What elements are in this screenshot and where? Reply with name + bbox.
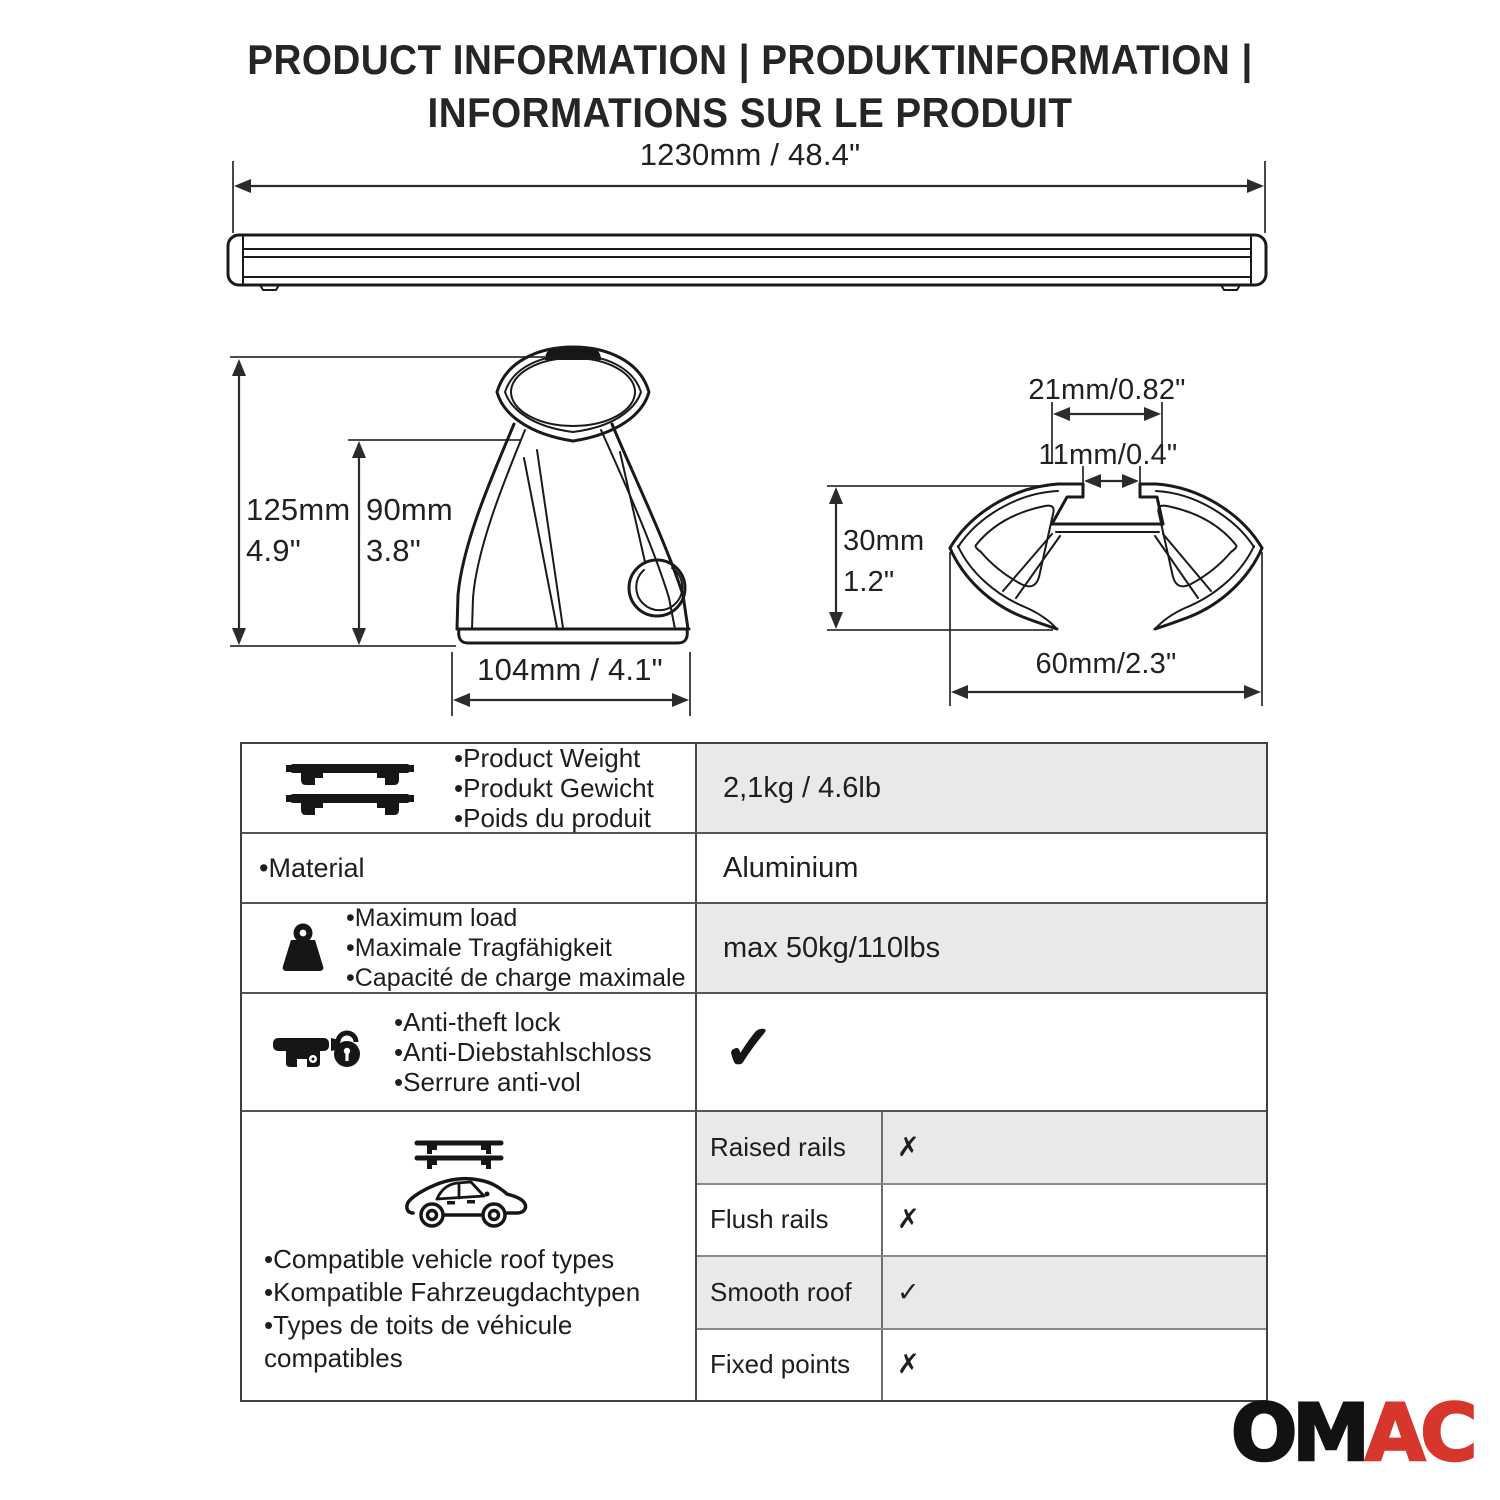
product-weight-label-cell — [242, 744, 697, 832]
foot-clamp-height-label — [366, 489, 453, 571]
subrow-smooth-roof — [697, 1255, 1266, 1328]
anti-theft-label-cell — [242, 994, 697, 1110]
roof-types-labels — [242, 1243, 640, 1375]
anti-theft-labels — [394, 1007, 652, 1097]
foot-height-label — [246, 489, 350, 571]
flush-rails-value: ✗ — [897, 1204, 920, 1236]
omac-logo — [1231, 1389, 1473, 1479]
subrow-fixed-points — [697, 1328, 1266, 1401]
max-load-value: max 50kg/110lbs — [723, 931, 941, 964]
anti-theft-value-cell — [697, 994, 1266, 1110]
raised-rails-label: Raised rails — [697, 1112, 883, 1183]
crossbar-drawing — [228, 161, 1266, 290]
material-label: •Material — [259, 852, 365, 883]
profile-slot-width-label: 11mm/0.4" — [1038, 439, 1178, 471]
max-load-value-cell — [697, 904, 1266, 992]
roof-types-value-cell — [697, 1112, 1266, 1400]
label-line: •Serrure anti-vol — [394, 1067, 581, 1097]
car-icon — [401, 1137, 536, 1231]
product-weight-value: 2,1kg / 4.6lb — [723, 771, 881, 804]
logo-text-ac: AC — [1364, 1389, 1473, 1479]
profile-base-width-label: 60mm/2.3" — [1035, 648, 1177, 680]
crossbars-icon — [284, 761, 416, 815]
subrow-flush-rails — [697, 1183, 1266, 1256]
roof-types-subtable — [697, 1112, 1266, 1400]
profile-top-width-label: 21mm/0.82" — [1028, 374, 1186, 406]
weight-icon — [276, 922, 330, 974]
subrow-raised-rails — [697, 1112, 1266, 1183]
profile-height-label — [843, 521, 924, 603]
foot-height-mm: 125mm — [246, 492, 351, 527]
fixed-points-value: ✗ — [897, 1349, 920, 1381]
lock-icon — [272, 1026, 364, 1078]
foot-clamp-mm: 90mm — [366, 492, 453, 527]
table-row-max-load — [242, 902, 1266, 992]
foot-height-in: 4.9" — [246, 533, 301, 568]
title-line-2: INFORMATIONS SUR LE PRODUIT — [427, 89, 1073, 136]
product-weight-value-cell — [697, 744, 1266, 832]
profile-height-in: 1.2" — [843, 566, 895, 598]
product-weight-labels — [454, 743, 654, 833]
flush-rails-label: Flush rails — [697, 1185, 883, 1256]
label-line: •Kompatible Fahrzeugdachtypen — [264, 1277, 641, 1307]
label-line: •Anti-Diebstahlschloss — [394, 1037, 652, 1067]
title-line-1: PRODUCT INFORMATION | PRODUKTINFORMATION | — [247, 36, 1253, 83]
label-line: •Maximum load — [346, 904, 518, 932]
table-row-material — [242, 832, 1266, 902]
label-line: •Produkt Gewicht — [454, 773, 654, 803]
logo-text-om: OM — [1231, 1389, 1365, 1479]
spec-table — [240, 742, 1268, 1402]
label-line: •Poids du produit — [454, 803, 652, 833]
label-line: compatibles — [264, 1343, 403, 1373]
table-row-anti-theft — [242, 992, 1266, 1110]
label-line: •Compatible vehicle roof types — [264, 1244, 615, 1274]
label-line: •Maximale Tragfähigkeit — [346, 934, 612, 962]
label-line: •Types de toits de véhicule — [264, 1310, 573, 1340]
table-row-roof-types — [242, 1110, 1266, 1400]
smooth-roof-label: Smooth roof — [697, 1257, 883, 1328]
max-load-label-cell — [242, 904, 697, 992]
material-label-cell — [242, 834, 697, 902]
label-line: •Anti-theft lock — [394, 1007, 561, 1037]
max-load-labels — [346, 903, 685, 993]
label-line: •Product Weight — [454, 743, 641, 773]
table-row-product-weight — [242, 744, 1266, 832]
foot-width-label: 104mm / 4.1" — [477, 652, 663, 687]
raised-rails-value: ✗ — [897, 1131, 920, 1163]
foot-clamp-in: 3.8" — [366, 533, 421, 568]
material-value: Aluminium — [723, 851, 859, 884]
fixed-points-label: Fixed points — [697, 1330, 883, 1401]
roof-types-label-cell — [242, 1112, 697, 1400]
anti-theft-check: ✓ — [723, 1010, 775, 1084]
smooth-roof-value: ✓ — [897, 1276, 920, 1308]
material-value-cell — [697, 834, 1266, 902]
label-line: •Capacité de charge maximale — [346, 964, 686, 992]
profile-height-mm: 30mm — [843, 525, 925, 557]
crossbar-length-label: 1230mm / 48.4" — [639, 137, 861, 172]
